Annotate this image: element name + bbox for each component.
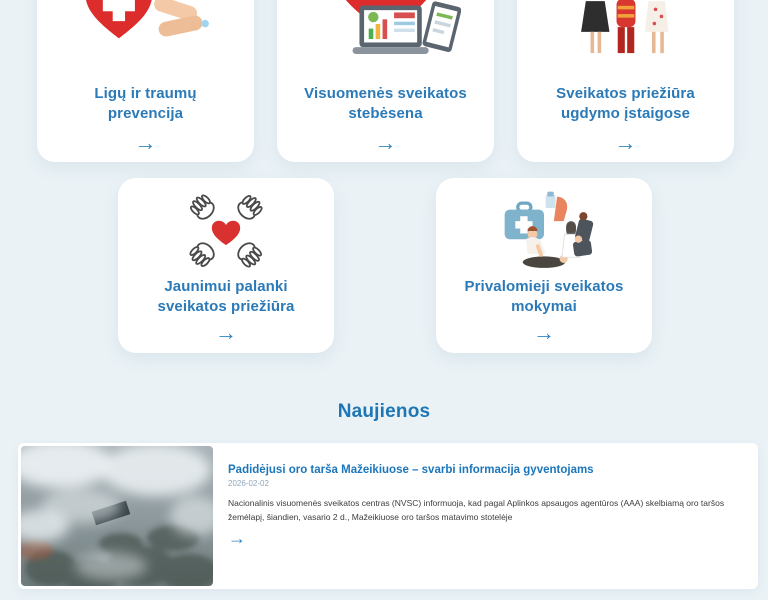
arrow-right-icon[interactable]: → xyxy=(134,130,157,155)
news-card xyxy=(18,443,758,589)
card-privalomieji-sveikatos-mokymai[interactable] xyxy=(436,178,652,353)
news-title-link[interactable]: Padidėjusi oro tarša Mažeikiuose – svarbi informacija gyventojams xyxy=(228,464,594,476)
card-title: Sveikatos priežiūra ugdymo įstaigose xyxy=(556,85,695,122)
card-visuomenes-sveikatos-stebesena[interactable] xyxy=(277,0,494,162)
first-aid-training-icon xyxy=(436,190,652,272)
arrow-right-icon[interactable]: → xyxy=(374,130,397,155)
card-ligu-ir-traumu-prevencija[interactable] xyxy=(37,0,254,162)
card-title: Ligų ir traumų prevencija xyxy=(94,85,197,122)
disease-prevention-icon xyxy=(37,0,254,68)
news-date: 2026-02-02 xyxy=(228,479,269,488)
news-article xyxy=(228,443,744,549)
news-photo-smoke[interactable] xyxy=(21,446,213,586)
card-jaunimui-palanki-sveikatos-prieziura[interactable] xyxy=(118,178,334,353)
card-sveikatos-prieziura-ugdymo-istaigose[interactable] xyxy=(517,0,734,162)
arrow-right-icon[interactable]: → xyxy=(614,130,637,155)
arrow-right-icon[interactable]: → xyxy=(215,320,237,345)
card-title: Privalomieji sveikatos mokymai xyxy=(464,278,624,315)
card-title: Visuomenės sveikatos stebėsena xyxy=(304,85,467,122)
school-health-icon xyxy=(517,0,734,68)
hands-heart-icon xyxy=(118,190,334,272)
card-title: Jaunimui palanki sveikatos priežiūra xyxy=(157,278,295,315)
news-excerpt: Nacionalinis visuomenės sveikatos centras (NVSC) informuoja, kad pagal Aplinkos apsaugos agentūros (AAA) skelbiamą oro taršos žemėlapį, šiandien, vasario 2 d., Mažeikiuose oro taršos matavimo stotelėje xyxy=(228,498,725,522)
news-section-heading: Naujienos xyxy=(337,401,431,422)
arrow-right-icon[interactable]: → xyxy=(228,528,246,548)
arrow-right-icon[interactable]: → xyxy=(533,320,555,345)
health-monitoring-icon xyxy=(277,0,494,68)
